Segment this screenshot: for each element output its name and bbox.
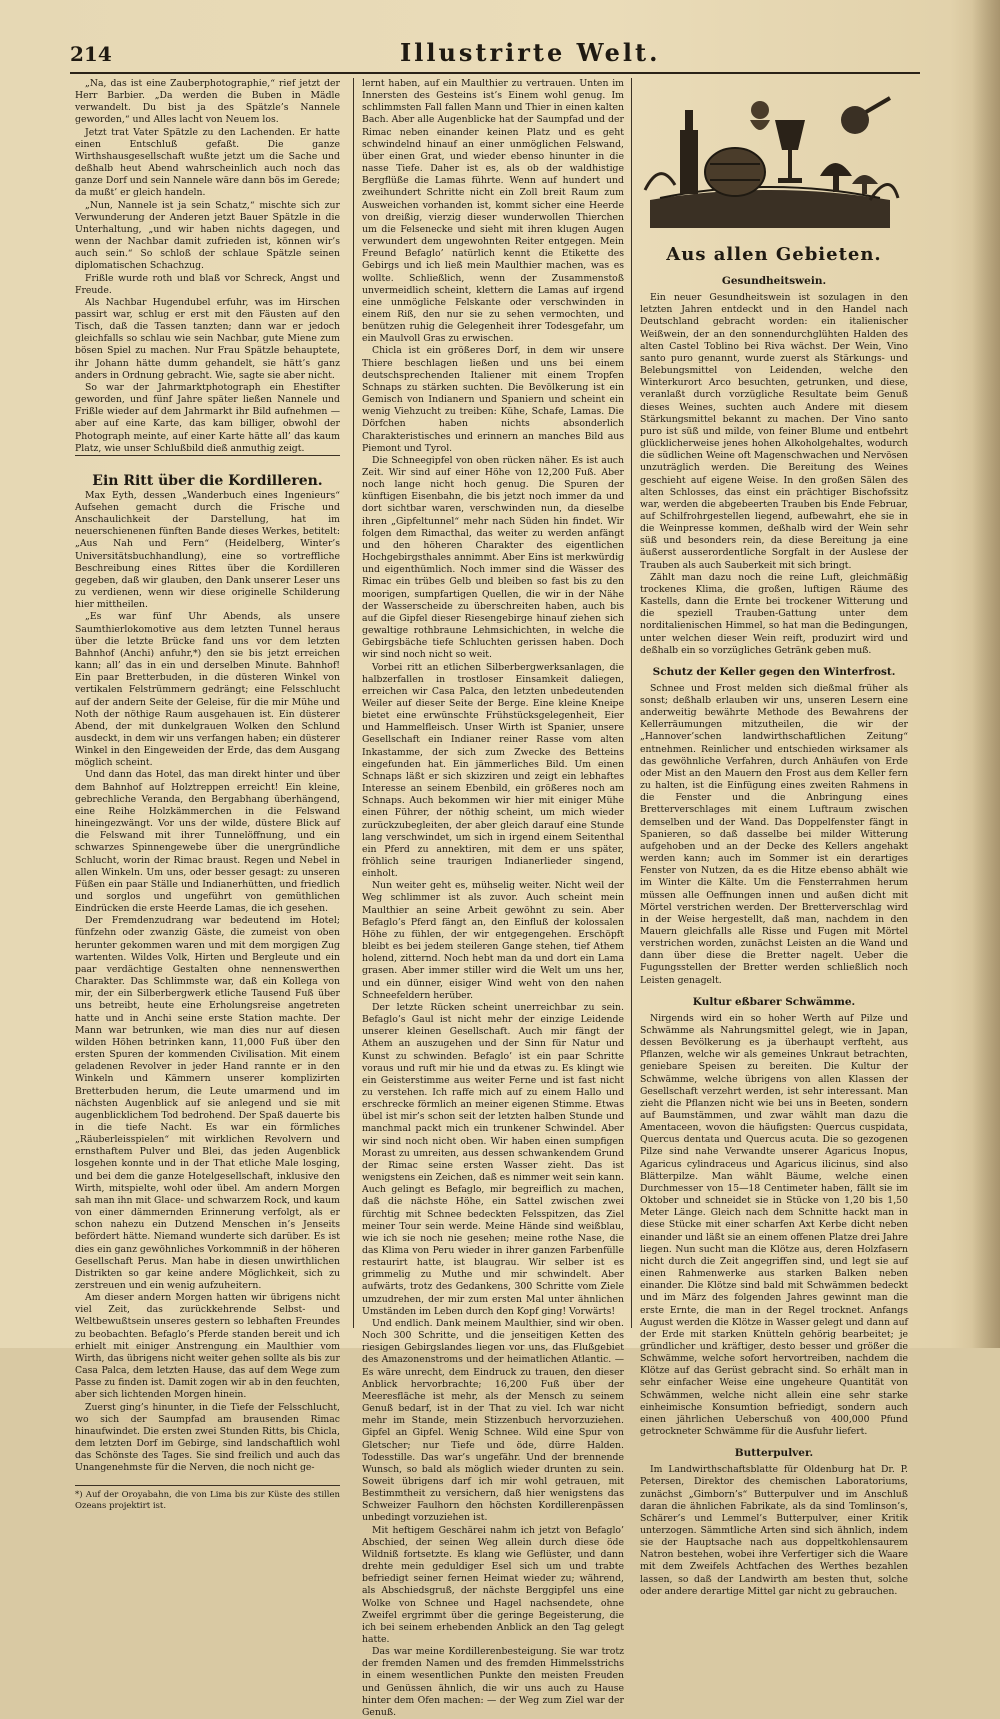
paragraph: Zuerst ging’s hinunter, in die Tiefe der Felsschlucht, wo sich der Saumpfad am brausenden Rimac hinaufwindet. Die ersten zwei Stunden Ritts, bis Chicla, dem letzten Dorf im Gebirge, sind landschaftlich wohl das Schönste des Tages. Sie sind freilich und auch das Unangenehmste für die Nerven, die noch nicht ge- xyxy=(75,1401,340,1474)
paragraph: Mit heftigem Geschärei nahm ich jetzt von Befaglo’ Abschied, der seinen Weg allein durch diese öde Wildniß fortsetzte. Es klang wie Geflüster, und dann drehte mein geduldiger Esel sich um und trabte befriedigt seiner fernen Heimat wieder zu; während, als Abschiedsgruß, der nächste Berggipfel uns eine Wolke von Schnee und Hagel nachsendete, ohne Zweifel ergrimmt über die geringe Begeisterung, die ich bei seinem erhebenden Anblick an den Tag gelegt hatte. xyxy=(362,1524,624,1645)
paragraph: Und endlich. Dank meinem Maulthier, sind wir oben. Noch 300 Schritte, und die jenseitigen Ketten des riesigen Gebirgslandes liegen vor uns, das Flußgebiet des Amazonenstroms und der heimatlichen Atlantic. — Es wäre unrecht, dem Eindruck zu trauen, den dieser Anblick hervorbrachte; 16,200 Fuß über der Meeresfläche ist mehr, als der Mensch zu seinem Genuß bedarf, ist in der That zu viel. Ich war nicht mehr im Stande, mein Stizzenbuch hervorzuziehen. Gipfel an Gipfel. Wenig Schnee. Wild eine Spur von Gletscher; nur Tiefe und öde, dürre Halden. Todesstille. Das war’s ungefähr. Und der brennende Wunsch, so bald als möglich wieder drunten zu sein. Soweit übrigens darf ich mir wohl getrauen, mit Bestimmtheit zu versichern, daß hier wenigstens das Schweizer Faulhorn den höchsten Kordillerenpässen unbedingt vorzuziehen ist. xyxy=(362,1317,624,1524)
paragraph: „Nun, Nannele ist ja sein Schatz,“ mischte sich zur Verwunderung der Anderen jetzt Bauer Spätzle in die Unterhaltung, „und wir haben nichts dagegen, und wenn der Nachbar damit zufrieden ist, können wir’s auch sein.“ So schloß der schlaue Spätzle seinen diplomatischen Schachzug. xyxy=(75,199,340,272)
paragraph: Das war meine Kordillerenbesteigung. Sie war trotz der fremden Namen und des fremden Himmelsstrichs in einem wesentlichen Punkte den meisten Freuden und Genüssen ähnlich, die wir uns auch zu Hause hinter dem Ofen machen: — der Weg zum Ziel war der Genuß. xyxy=(362,1646,624,1718)
column-3 xyxy=(640,78,908,1597)
paragraph: Max Eyth, dessen „Wanderbuch eines Ingenieurs“ Aufsehen gemacht durch die Frische und Anschaulichkeit der Darstellung, hat im neuerschienenen fünften Bande dieses Werkes, betitelt: „Aus Nah und Fern“ (Heidelberg, Winter’s Universitätsbuchhandlung), eine so vortreffliche Beschreibung eines Rittes über die Kordilleren gegeben, daß wir glauben, den Dank unserer Leser uns zu verdienen, wenn wir diese originelle Schilderung hier mittheilen. xyxy=(75,489,340,611)
article-title: Kultur eßbarer Schwämme. xyxy=(692,995,856,1008)
column-1 xyxy=(75,78,340,1511)
paragraph: Ein neuer Gesundheitswein ist sozulagen in den letzten Jahren entdeckt und in den Handel nach Deutschland gebracht worden: ein italienischer Weißwein, der an den sonnendurchglühten Halden des alten Castel Toblino bei Riva wächst. Der Wein, Vino santo puro genannt, wurde zuerst als Stärkungs- und Belebungsmittel von Leidenden, welche den Winterkurort Arco besuchten, getrunken, und diese, veranlaßt durch vorzügliche Resultate beim Genuß dieses Weines, suchten auch Andere mit diesem Stärkungsmittel bekannt zu machen. Der Vino santo puro ist süß und milde, von feiner Blume und entbehrt glücklicherweise jenes hohen Alkoholgehaltes, wodurch die südlichen Weine oft Magenschwachen und Nervösen unzuträglich werden. Die Bereitung des Weines geschieht auf eigene Weise. In den großen Sälen des alten Schlosses, das einst ein prächtiger Bischofssitz war, werden die abgebeerten Trauben bis Ende Februar, auf Schilfrohrgestellen liegend, aufbewahrt, ehe sie in die Weinpresse kommen, deßhalb wird der Wein sehr süß und besonders rein, da diese Bereitung ja eine äußerst ausserordentliche Sorgfalt in der Auslese der Trauben als auch Sauberkeit mit sich bringt. xyxy=(640,292,908,571)
paragraph: Jetzt trat Vater Spätzle zu den Lachenden. Er hatte einen Entschluß gefaßt. Die ganze Wirthshausgesellschaft wußte jetzt um die Sache und deßhalb heut Abend wahrscheinlich auch noch das ganze Dorf und sein Nannele wäre dann bös im Gerede; da mußt’ er gleich handeln. xyxy=(75,126,340,199)
page-edge-shadow xyxy=(972,0,1000,1348)
paragraph: Nun weiter geht es, mühselig weiter. Nicht weil der Weg schlimmer ist als zuvor. Auch scheint mein Maulthier an seine Arbeit gewöhnt zu sein. Aber Befaglo’s Pferd fängt an, den Einfluß der kolossalen Höhe zu fühlen, der wir entgegengehen. Erschöpft bleibt es bei jedem steileren Gange stehen, tief Athem holend, zitternd. Noch hebt man da und dort ein Lama grasen. Aber immer stiller wird die Welt um uns her, und ein dünner, eisiger Wind weht von den nahen Schneefeldern herüber. xyxy=(362,880,624,1001)
journal-title: Illustrirte Welt. xyxy=(400,38,661,67)
page-header xyxy=(70,38,920,74)
paragraph: Im Landwirthschaftsblatte für Oldenburg hat Dr. P. Petersen, Direktor des chemischen Laboratoriums, zunächst „Gimborn’s“ Butterpulver und im Anschluß daran die ähnlichen Fabrikate, als da sind Tomlinson’s, Schärer’s und Lemmel’s Butterpulver, einer Kritik unterzogen. Sämmtliche Arten sind sich ähnlich, indem sie der Hauptsache nach aus doppeltkohlensaurem Natron bestehen, wobei ihre Verfertiger sich die Waare mit dem Zweifels Achtfachen des Werthes bezahlen lassen, so daß der Landwirth am besten thut, solche oder andere derartige Mittel gar nicht zu gebrauchen. xyxy=(640,1464,908,1597)
article-title: Schutz der Keller gegen den Winterfrost. xyxy=(652,665,896,678)
paragraph: Der letzte Rücken scheint unerreichbar zu sein. Befaglo’s Gaul ist nicht mehr der einzige Leidende unserer kleinen Gesellschaft. Auch mir fängt der Athem an auszugehen und der Sinn für Natur und Kunst zu schwinden. Befaglo’ ist ein paar Schritte voraus und ruft mir hie und da etwas zu. Es klingt wie ein Geisterstimme aus weiter Ferne und ist fast nicht zu verstehen. Ich raffe mich auf zu einem Hallo und erschrecke förmlich an meiner eigenen Stimme. Etwas übel ist mir’s schon seit der letzten halben Stunde und manchmal packt mich ein trunkener Schwindel. Aber wir sind noch nicht oben. Wir haben einen sumpfigen Morast zu umreiten, aus dessen schwankendem Grund der Rimac seine ersten Wasser zieht. Das ist wenigstens ein Zeichen, daß es nimmer weit sein kann. Auch gelingt es Befaglo, mir begreiflich zu machen, daß die nächste Höhe, ein Sattel zwischen zwei fürchtig mit Schnee bedeckten Felsspitzen, das Ziel meiner Tour sein werde. Meine Hände sind weißblau, wie ich sie noch nie gesehen; meine rothe Nase, die das Klima von Peru wieder in ihrer ganzen Farbenfülle restaurirt hatte, ist blaugrau. Wir selber ist es grimmelig zu Muthe und mir schwindelt. Aber aufwärts, trotz des Gedankens, 300 Schritte vom Ziele umzudrehen, der mir zum ersten Mal unter ähnlichen Umständen im Leben durch den Kopf ging! Vorwärts! xyxy=(362,1001,624,1317)
column-rule-left xyxy=(353,78,354,1328)
paragraph: Schnee und Frost melden sich dießmal früher als sonst; deßhalb erlauben wir uns, unseren Lesern eine anderweitig bewährte Methode des Bewahrens der Kellerräumungen mitzutheilen, die wir der „Hannover’schen landwirthschaftlichen Zeitung“ entnehmen. Reinlicher und entschieden wirksamer als das gewöhnliche Verfahren, durch Anhäufen von Erde oder Mist an den Mauern den Frost aus dem Keller fern zu halten, ist die Einfügung eines zweiten Rahmens in die Fenster und die Anbringung eines Bretterverschlages mit einem Luftraum zwischen demselben und der Wand. Das Doppelfenster fängt in Spanieren, so daß dasselbe bei milder Witterung aufgehoben und an der Decke des Kellers angehakt werden kann; auch im Sommer ist ein derartiges Fenster von Nutzen, da es die Hitze ebenso abhält wie im Winter die Kälte. Um die Fensterrahmen herum müssen alle Oeffnungen innen und außen dicht mit Mörtel verstrichen werden. Der Bretterverschlag wird in der Weise hergestellt, daß man, nachdem in den Mauern gleichfalls alle Risse und Fugen mit Mörtel verstrichen worden, zunächst Leisten an die Wand und dann über diese die Bretter nagelt. Ueber die Fugungsstellen der Bretter werden schließlich noch Leisten genagelt. xyxy=(640,682,908,986)
paragraph: Als Nachbar Hugendubel erfuhr, was im Hirschen passirt war, schlug er erst mit den Fäusten auf den Tisch, daß die Tassen tanzten; dann war er jedoch gleichfalls so schlau wie sein Nachbar, gute Miene zum bösen Spiel zu machen. Nur Frau Spätzle behauptete, ihr Johann hätte dumm gehandelt, sie hätt’s ganz anders in Ordnung gebracht. Wie, sagte sie aber nicht. xyxy=(75,296,340,381)
decorative-vignette-illustration xyxy=(640,80,900,228)
column-2 xyxy=(362,78,624,1718)
paragraph: „Es war fünf Uhr Abends, als unsere Saumthierlokomotive aus dem letzten Tunnel heraus über die letzte Brücke fand uns vor dem letzten Bahnhof (Anchi) anfuhr,*) den sie bis jetzt erreichen kann; all’ das in ein und derselben Minute. Bahnhof! Ein paar Bretterbuden, in die düsteren Winkel von vertikalen Felstrümmern gedrängt; eine Felsschlucht auf der andern Seite der Geleise, für die mir Mühe und Noth der nöthige Raum ausgehauen ist. Ein düsterer Abend, der mit dunkelgrauen Wolken den Schlund ausdeckt, in dem wir uns verfangen haben; ein düsterer Winkel in den Eingeweiden der Erde, das dem Ausgang möglich scheint. xyxy=(75,611,340,769)
page-number: 214 xyxy=(70,42,112,66)
paragraph: Frißle wurde roth und blaß vor Schreck, Angst und Freude. xyxy=(75,272,340,296)
article-title: Gesundheitswein. xyxy=(721,275,827,288)
footnote: *) Auf der Oroyabahn, die von Lima bis zur Küste des stillen Ozeans projektirt ist. xyxy=(75,1485,340,1512)
paragraph: Und dann das Hotel, das man direkt hinter und über dem Bahnhof auf Holztreppen erreicht! Ein kleine, gebrechliche Veranda, den Bergabhang überhängend, eine Reihe Holzkämmerchen in die Felswand hineingezwängt. Vor uns der wilde, düstere Blick auf die Felswand mit ihrer Tunnelöffnung, und ein schwarzes Spinnengewebe über die unergründliche Schlucht, worin der Rimac braust. Regen und Nebel in allen Winkeln. Um uns, oder besser gesagt: zu unseren Füßen ein paar Ställe und Indianerhütten, und friedlich und sorglos und ungeführt von gemüthlichen Eindrücken die erste Heerde Lamas, die ich gesehen. xyxy=(75,769,340,915)
paragraph: „Na, das ist eine Zauberphotographie,“ rief jetzt der Herr Barbier. „Da werden die Buben in Mädle verwandelt. Du bist ja des Spätzle’s Nannele geworden,“ und Alles lacht von Neuem los. xyxy=(75,78,340,126)
paragraph: Am dieser andern Morgen hatten wir übrigens nicht viel Zeit, das zurückkehrende Selbst- und Weltbewußtsein unseres gestern so lebhaften Freundes zu beobachten. Befaglo’s Pferde standen bereit und ich erhielt mit einiger Anstrengung ein Maulthier vom Wirth, das übrigens nicht weiter gehen sollte als bis zur Casa Palca, dem letzten Hause, das auf dem Wege zum Passe zu finden ist. Damit zogen wir ab in den feuchten, aber sich lichtenden Morgen hinein. xyxy=(75,1292,340,1401)
paragraph: Die Schneegipfel von oben rücken näher. Es ist auch Zeit. Wir sind auf einer Höhe von 12,200 Fuß. Aber noch lange nicht hoch genug. Die Spuren der künftigen Eisenbahn, die bis jetzt noch immer da und dort sichtbar waren, verschwinden nun, da dieselbe ihren „Gipfeltunnel“ mehr nach Süden hin findet. Wir folgen dem Rimacthal, das weiter zu werden anfängt und den höheren Charakter des eigentlichen Hochgebirgsthales annimmt. Aber Eins ist merkwürdig und eigenthümlich. Noch immer sind die Wässer des Rimac ein trübes Gelb und bleiben so fast bis zu den moorigen, sumpfartigen Quellen, die wir in der Nähe der Wasserscheide zu überschreiten haben, auch bis auf die Gipfel dieser Riesengebirge hinauf ziehen sich gewaltige rothbraune Lehmsichichten, in welche die Gebirgsbäche tiefe Schluchten gerissen haben. Doch wir sind noch nicht so weit. xyxy=(362,454,624,661)
paragraph: lernt haben, auf ein Maulthier zu vertrauen. Unten im Innersten des Gesteins ist’s Einem wohl genug. Im schlimmsten Fall fallen Mann und Thier in einen kalten Bach. Aber alle Augenblicke hat der Saumpfad und der Rimac neben einander keinen Platz und es geht schwindelnd hinauf an einer unmöglichen Felswand, über einen Grat, und wieder ebenso hinunter in die nasse Tiefe. Daher ist es, als ob der waldhistige Bergflüße die Lamas führte. Wenn auf hundert und zweihundert Schritte nicht ein Zoll breit Raum zum Ausweichen vorhanden ist, kommt sicher eine Heerde von dreißig, vierzig dieser wunderwollen Thierchen um die Felsenecke und sieht mit ihren klugen Augen verwundert dem ungewohnten Reiter entgegen. Mein Freund Befaglo’ natürlich kennt die Etikette des Gebirgs und ich ließ mein Maulthier machen, was es wollte. Schließlich, wenn der Zusammenstoß unvermeidlich scheint, klettern die Lamas auf irgend eine unmögliche Felskante oder verschwinden in einem Riß, den nur sie zu sehen vermochten, und benützen ruhig die Gelegenheit ihrer Todesgefahr, um ein Maulvoll Gras zu erwischen. xyxy=(362,78,624,345)
paragraph: Chicla ist ein größeres Dorf, in dem wir unsere Thiere beschlagen ließen und uns bei einem deutschsprechenden Italiener mit einem Tropfen Schnaps zu stärken suchten. Die Bevölkerung ist ein Gemisch von Indianern und Spaniern und scheint ein wenig Viehzucht zu treiben: Kühe, Schafe, Lamas. Die Dörfchen haben nichts absonderlich Charakteristisches und erinnern an manches Bild aus Piemont und Tyrol. xyxy=(362,345,624,454)
paragraph: Der Fremdenzudrang war bedeutend im Hotel; fünfzehn oder zwanzig Gäste, die zumeist von oben herunter gekommen waren und mit dem morgigen Zug wartenten. Wildes Volk, Hirten und Bergleute und ein paar verdächtige Gestalten ohne nennenswerthen Charakter. Das Schlimmste war, daß ein Kollega von mir, der ein Silberbergwerk etliche Tausend Fuß über uns betreibt, heute eine Erholungsreise angetreten hatte und in Anchi seine erste Station machte. Der Mann war betrunken, wie man dies nur auf diesen wilden Höhen betrinken kann, 11,000 Fuß über den ersten Spuren der kommenden Civilisation. Mit einem geladenen Revolver in jeder Hand rannte er in den Winkeln und Kämmern unserer komplizirten Bretterbuden herum, die Leute umarmend und im nächsten Augenblick auf sie anlegend und sie mit augenblicklichem Tod bedrohend. Der Spaß dauerte bis in die tiefe Nacht. Es war ein förmliches „Räuberleisspielen“ mit wirklichen Revolvern und ernsthaftem Pulver und Blei, das jeden Augenblick losgehen konnte und in der That etliche Male losging, und bei dem die ganze Hotelgesellschaft, inklusive den Wirth, mitspielte, wohl oder übel. Am andern Morgen sah man ihn mit Glace- und schwarzem Rock, und kaum von einer dämmernden Erinnerung verfolgt, als er schon nahezu ein Dutzend Menschen in’s Jenseits befördert hätte. Niemand wunderte sich darüber. Es ist dies ein ganz gewöhnliches Vorkommniß in der höheren Gesellschaft Perus. Man habe in diesen unwirthlichen Distrikten so gar keine andere Möglichkeit, sich zu zerstreuen und ein wenig aufzuheitern. xyxy=(75,915,340,1291)
paragraph: Vorbei ritt an etlichen Silberbergwerksanlagen, die halbzerfallen in trostloser Einsamkeit daliegen, erreichen wir Casa Palca, den letzten unbedeutenden Weiler auf dieser Seite der Berge. Eine kleine Kneipe bietet eine erwünschte Frühstücksgelegenheit, Eier und Hammelfleisch. Unser Wirth ist Spanier, unsere Gesellschaft ein Indianer reiner Rasse vom alten Inkastamme, der sich zum Zwecke des Betteins eingefunden hat. Ein jämmerliches Bild. Um einen Schnaps läßt er sich skizziren und zeigt ein lebhaftes Interesse an seinem Ebenbild, ein größeres noch am Schnaps. Auch bekommen wir hier mit einiger Mühe einen Führer, der nöthig scheint, um mich wieder zurückzubegleiten, der aber gleich darauf eine Stunde lang verschwindet, um sich in irgend einem Seitenthal ein Pferd zu annektiren, mit dem er uns später, fröhlich seine traurigen Indianerlieder singend, einholt. xyxy=(362,661,624,880)
article-title: Ein Ritt über die Kordilleren. xyxy=(75,455,340,490)
column-rule-right xyxy=(631,78,632,1328)
article-title: Butterpulver. xyxy=(734,1447,814,1460)
paragraph: So war der Jahrmarktphotograph ein Ehestifter geworden, und fünf Jahre später ließen Nannele und Frißle wieder auf dem Jahrmarkt ihr Bild aufnehmen — aber auf eine Karte, das kam billiger, obwohl der Photograph meinte, auf einer Karte hätte all’ das kaum Platz, wie unser Schlußbild dieß anmuthig zeigt. xyxy=(75,381,340,454)
section-title: Aus allen Gebieten. xyxy=(666,244,882,266)
paragraph: Nirgends wird ein so hoher Werth auf Pilze und Schwämme als Nahrungsmittel gelegt, wie in Japan, dessen Bevölkerung es ja überhaupt verfteht, aus Pflanzen, welche wir als gemeines Unkraut betrachten, geniebare Speisen zu bereiten. Die Kultur der Schwämme, welche übrigens von allen Klassen der Gesellschaft verzehrt werden, ist sehr interessant. Man zieht die Pflanzen nicht wie bei uns in Beeten, sondern auf Baumstämmen, und zwar wählt man dazu die Amentaceen, wovon die häufigsten: Quercus cuspidata, Quercus dentata und Quercus acuta. Die so gezogenen Pilze sind nahe Verwandte unserer Agaricus Inopus, Agaricus cylindraceus und Agaricus ilicinus, sind also Blätterpilze. Man wählt Bäume, welche einen Durchmesser von 15—18 Centimeter haben, fällt sie im Oktober und schneidet sie in Stücke von 1,20 bis 1,50 Meter Länge. Gleich nach dem Schnitte hackt man in diese Stücke mit einer scharfen Axt Kerbe dicht neben einander und läßt sie an einem offenen Platze drei Jahre liegen. Nun sucht man die Klötze aus, deren Holzfasern nicht durch die Zeit angegriffen sind, und legt sie auf einen Rahmenwerke aus starken Balken neben einander. Die Klötze sind bald mit Schwämmen bedeckt und im März des folgenden Jahres gewinnt man die erste Ernte, die man in der Regel trocknet. Anfangs August werden die Klötze in Wasser gelegt und dann auf der Erde mit starken Knütteln gehörig bearbeitet; je gründlicher und kräftiger, desto besser und größer die Schwämme, welche sofort hervortreiben, nachdem die Klötze auf das Gerüst gebracht sind. So erhält man in sehr einfacher Weise eine ungeheure Quantität von Schwämmen, welche nicht allein eine sehr starke einheimische Konsumtion befriedigt, sondern auch einen jährlichen Ueberschuß von 400,000 Pfund getrockneter Schwämme für die Ausfuhr liefert. xyxy=(640,1012,908,1438)
paragraph: Zählt man dazu noch die reine Luft, gleichmäßig trockenes Klima, die großen, luftigen Räume des Kastells, dann die Ernte bei trockener Witterung und die speziell Trauben-Gattung unter dem norditalienischen Himmel, so hat man die Bedingungen, unter welchen dieser Wein reift, produzirt wird und deßhalb ein so vorzügliches Getränk geben muß. xyxy=(640,571,908,656)
